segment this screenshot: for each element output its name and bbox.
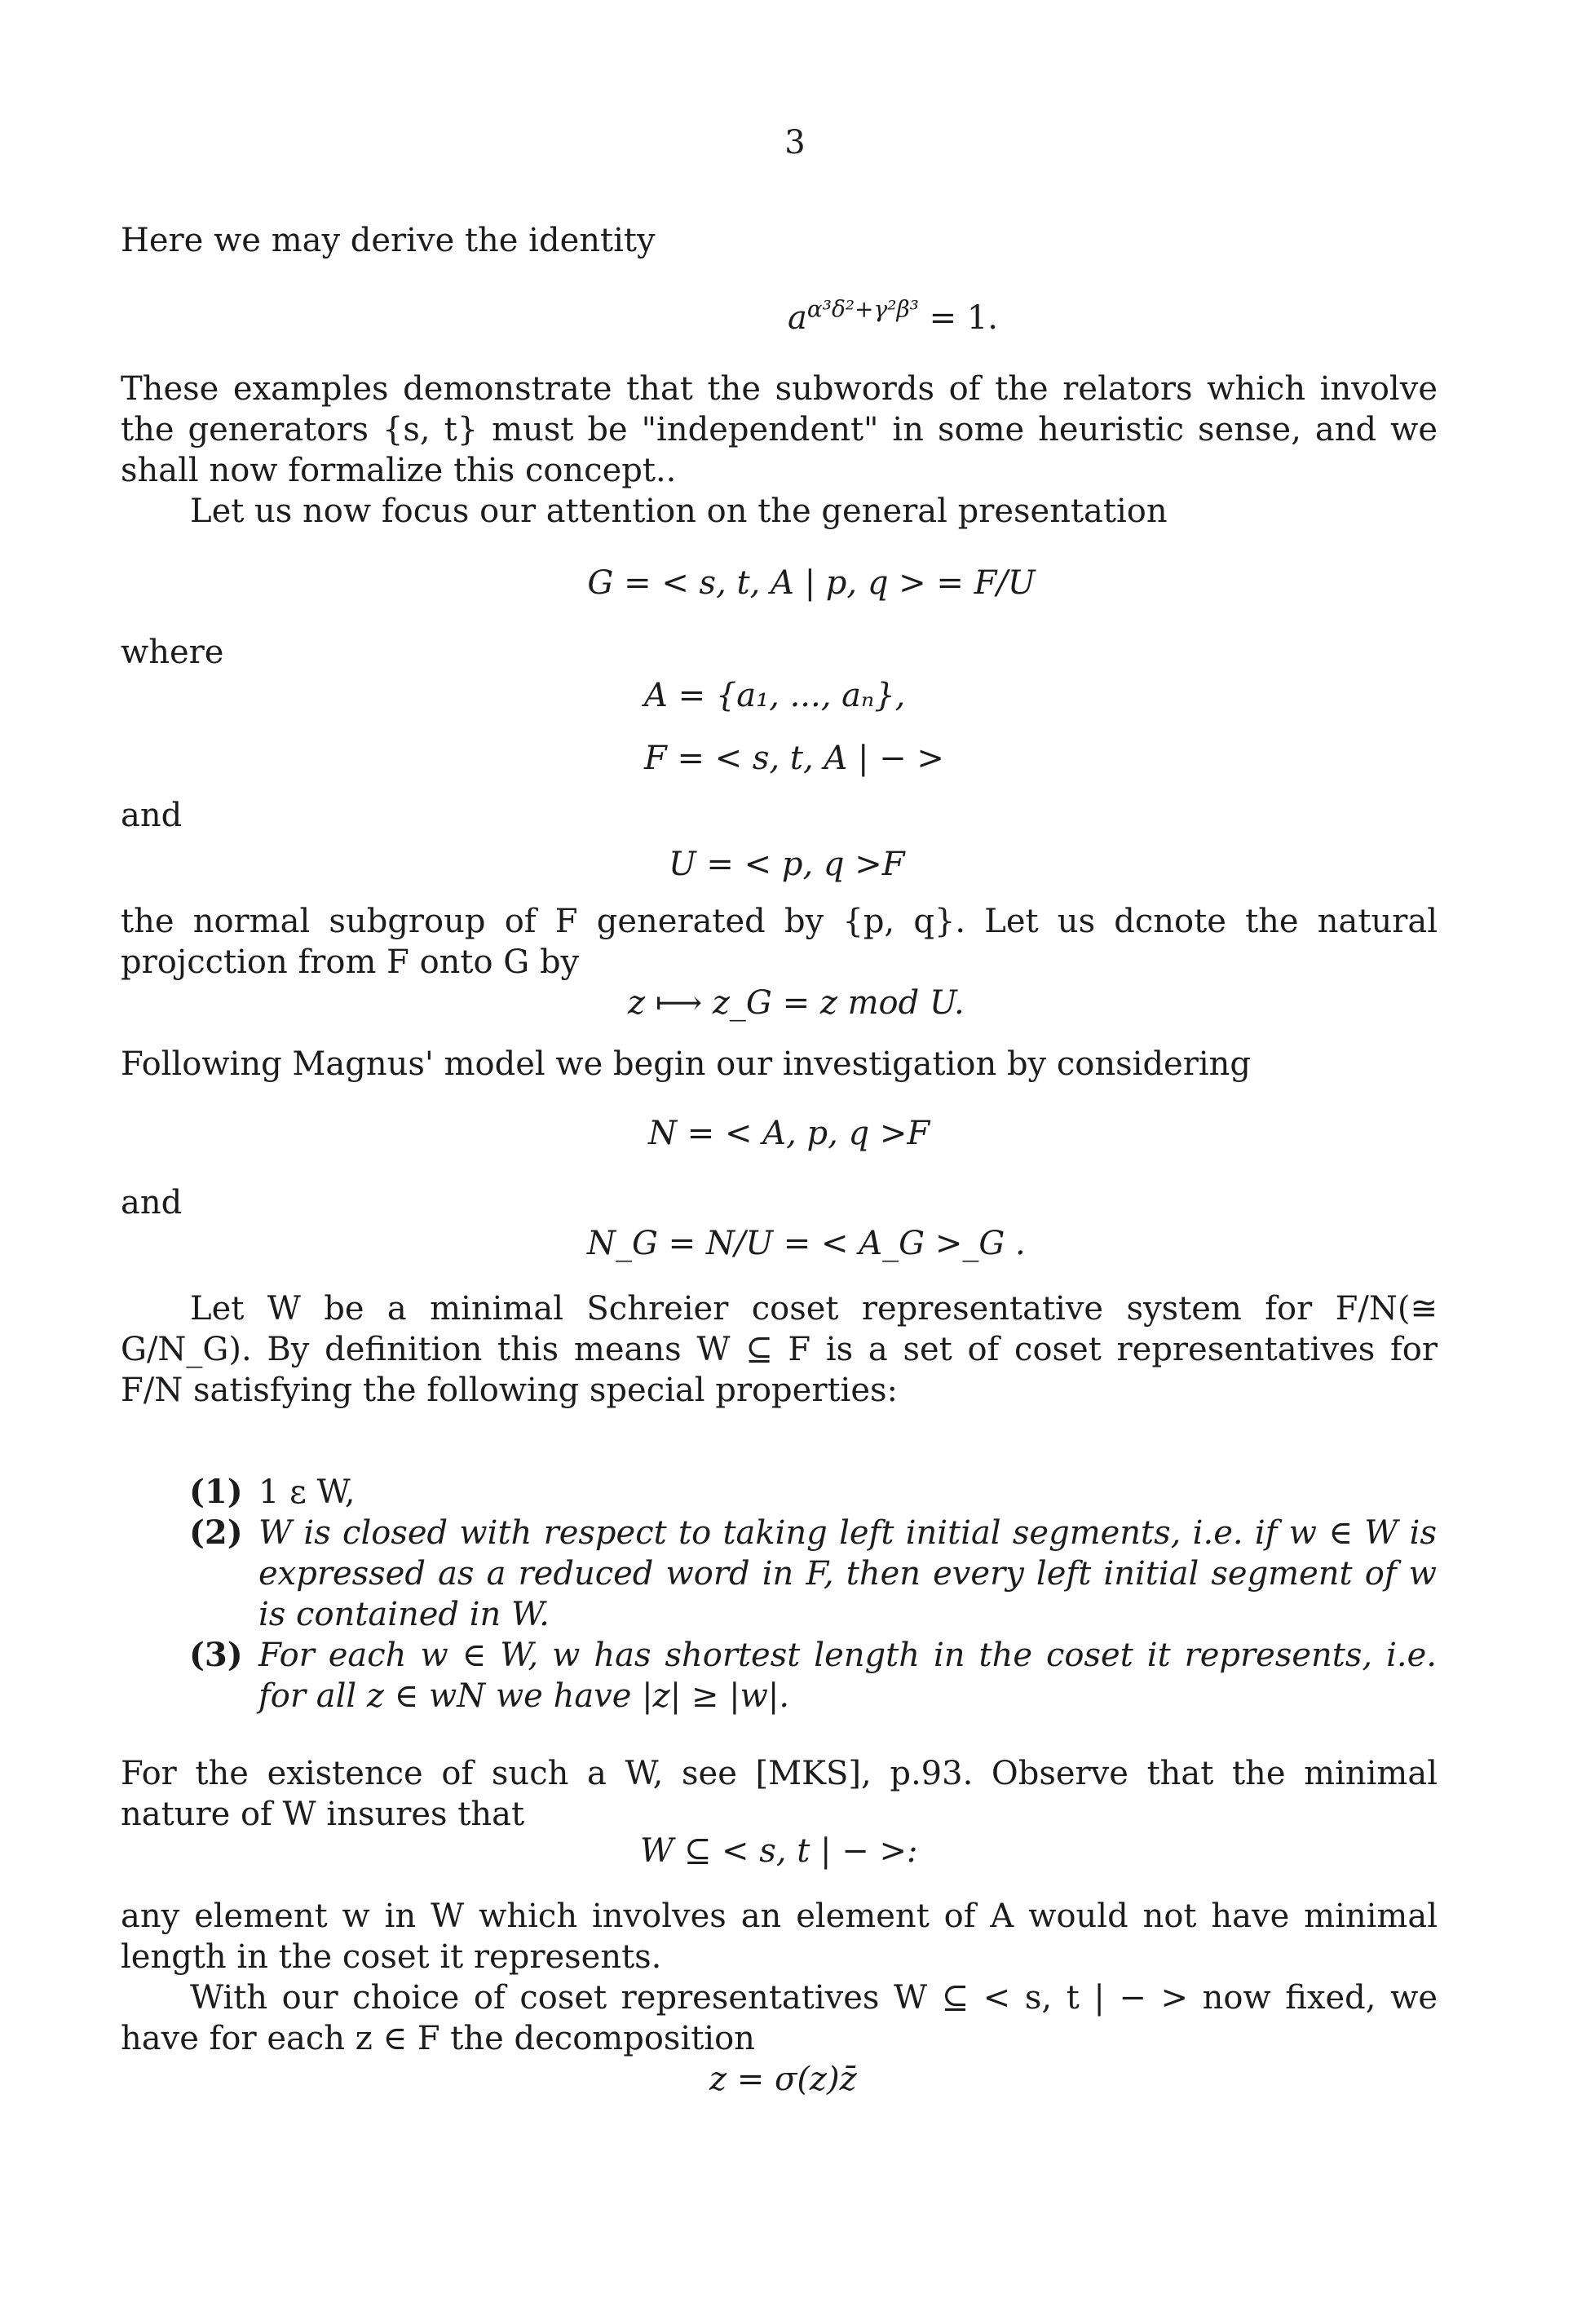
equation-projection: z ⟼ z_G = z mod U. (628, 984, 965, 1022)
paragraph-focus: Let us now focus our attention on the general presentation (190, 493, 1168, 530)
text-and-2: and (121, 1184, 183, 1222)
equation-N: N = < A, p, q >F (648, 1115, 930, 1152)
equation-U-normal: U = < p, q >F (669, 846, 905, 883)
paragraph-schreier: Let W be a minimal Schreier coset representative system for F/N(≅ G/N_G). By definition this means W ⊆ F is a set of coset representatives for F/N satisfying the following special properties: (121, 1290, 1438, 1409)
equation-NG: N_G = N/U = < A_G >_G . (587, 1225, 1026, 1262)
paragraph-choice: With our choice of coset representatives W ⊆ < s, t | − > now fixed, we have for each z ∈ F the decomposition (121, 1979, 1438, 2057)
paragraph-any-element: any element w in W which involves an element of A would not have minimal length in the coset it represents. (121, 1898, 1438, 1976)
paragraph-existence: For the existence of such a W, see [MKS], p.93. Observe that the minimal nature of W insures that (121, 1755, 1438, 1833)
list-item-text: 1 ε W, (258, 1473, 356, 1511)
equation-F-free: F = < s, t, A | − > (644, 740, 944, 777)
eq1-base: a (787, 299, 807, 337)
list-item-number: (1) (189, 1473, 243, 1511)
text-where: where (121, 634, 224, 671)
text-and-1: and (121, 797, 183, 834)
list-item-text: W is closed with respect to taking left initial segments, i.e. if w ∈ W is expressed as a reduced word in F, then every left initial segment of w is contained in W. (258, 1514, 1437, 1633)
paragraph-examples: These examples demonstrate that the subwords of the relators which involve the generators {s, t} must be "independent" in some heuristic sense, and we shall now formalize this concept.. (121, 370, 1438, 489)
equation-decomposition: z = σ(z)z̄ (709, 2061, 857, 2098)
equation-presentation: G = < s, t, A | p, q > = F/U (587, 564, 1036, 602)
paragraph-normal-subgroup: the normal subgroup of F generated by {p, q}. Let us dcnote the natural projcction from F onto G by (121, 903, 1438, 981)
paragraph-intro: Here we may derive the identity (121, 222, 656, 259)
equation-identity (98, 295, 1590, 338)
paragraph-magnus: Following Magnus' model we begin our investigation by considering (121, 1045, 1251, 1083)
eq1-rhs: = 1. (918, 299, 998, 337)
page-number: 3 (784, 124, 806, 161)
list-item-text: For each w ∈ W, w has shortest length in the coset it represents, i.e. for all z ∈ wN we have |z| ≥ |w|. (258, 1637, 1437, 1715)
equation-W-subset: W ⊆ < s, t | − >: (640, 1832, 918, 1870)
eq1-exponent: α³δ²+γ²β³ (806, 295, 919, 323)
equation-A-set: A = {a₁, ..., aₙ}, (644, 677, 906, 714)
list-item-number: (2) (189, 1513, 243, 1552)
list-item-number: (3) (189, 1636, 243, 1674)
